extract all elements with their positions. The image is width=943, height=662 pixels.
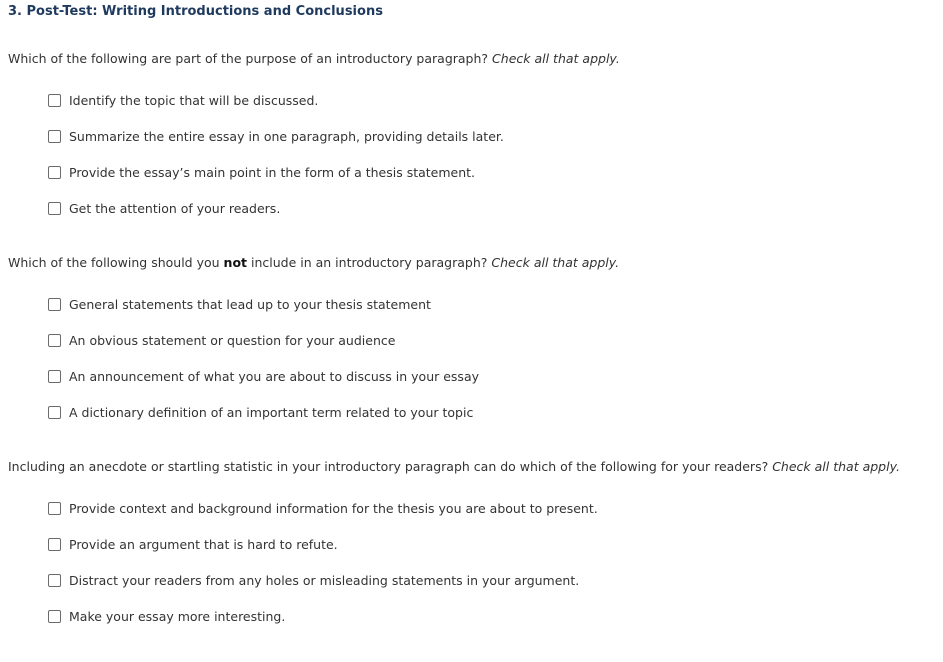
checkbox[interactable] <box>48 298 61 311</box>
question-1-option-4[interactable] <box>48 200 280 216</box>
question-3-option-2[interactable] <box>48 536 338 552</box>
option-label: An obvious statement or question for your audience <box>69 332 396 348</box>
question-2-option-1[interactable] <box>48 296 431 312</box>
option-label: Make your essay more interesting. <box>69 608 286 624</box>
option-label: Provide context and background information for the thesis you are about to present. <box>69 500 598 516</box>
checkbox[interactable] <box>48 538 61 551</box>
checkbox[interactable] <box>48 130 61 143</box>
checkbox[interactable] <box>48 502 61 515</box>
checkbox[interactable] <box>48 370 61 383</box>
option-label: Provide an argument that is hard to refute. <box>69 536 338 552</box>
question-2-text-before: Which of the following should you <box>8 255 220 270</box>
checkbox[interactable] <box>48 406 61 419</box>
question-1-instruction: Check all that apply. <box>492 51 620 66</box>
question-3-option-1[interactable] <box>48 500 598 516</box>
option-label: Identify the topic that will be discussed. <box>69 92 319 108</box>
option-label: Distract your readers from any holes or misleading statements in your argument. <box>69 572 580 588</box>
question-3-prompt <box>8 459 900 474</box>
question-2-option-4[interactable] <box>48 404 473 420</box>
question-2-text-after: include in an introductory paragraph? <box>251 255 488 270</box>
option-label: Get the attention of your readers. <box>69 200 281 216</box>
option-label: Summarize the entire essay in one paragraph, providing details later. <box>69 128 504 144</box>
option-label: Provide the essay’s main point in the form of a thesis statement. <box>69 164 476 180</box>
checkbox[interactable] <box>48 574 61 587</box>
question-2-emphasis: not <box>223 255 248 270</box>
question-2-option-3[interactable] <box>48 368 479 384</box>
question-1-prompt <box>8 51 620 66</box>
question-3-option-4[interactable] <box>48 608 285 624</box>
question-2-option-2[interactable] <box>48 332 395 348</box>
question-1-option-2[interactable] <box>48 128 504 144</box>
option-label: An announcement of what you are about to discuss in your essay <box>69 368 479 384</box>
option-label: General statements that lead up to your thesis statement <box>69 296 431 312</box>
question-2-instruction: Check all that apply. <box>491 255 620 270</box>
question-1-text: Which of the following are part of the purpose of an introductory paragraph? <box>8 51 489 66</box>
question-3-text: Including an anecdote or startling statistic in your introductory paragraph can do which of the following for your readers? <box>8 459 769 474</box>
question-1-option-1[interactable] <box>48 92 318 108</box>
checkbox[interactable] <box>48 166 61 179</box>
question-3-instruction: Check all that apply. <box>772 459 900 474</box>
question-3-option-3[interactable] <box>48 572 579 588</box>
checkbox[interactable] <box>48 94 61 107</box>
question-1-option-3[interactable] <box>48 164 475 180</box>
checkbox[interactable] <box>48 202 61 215</box>
checkbox[interactable] <box>48 334 61 347</box>
question-2-prompt <box>8 255 619 270</box>
option-label: A dictionary definition of an important term related to your topic <box>69 404 474 420</box>
checkbox[interactable] <box>48 610 61 623</box>
page-title: 3. Post-Test: Writing Introductions and Conclusions <box>8 4 383 19</box>
